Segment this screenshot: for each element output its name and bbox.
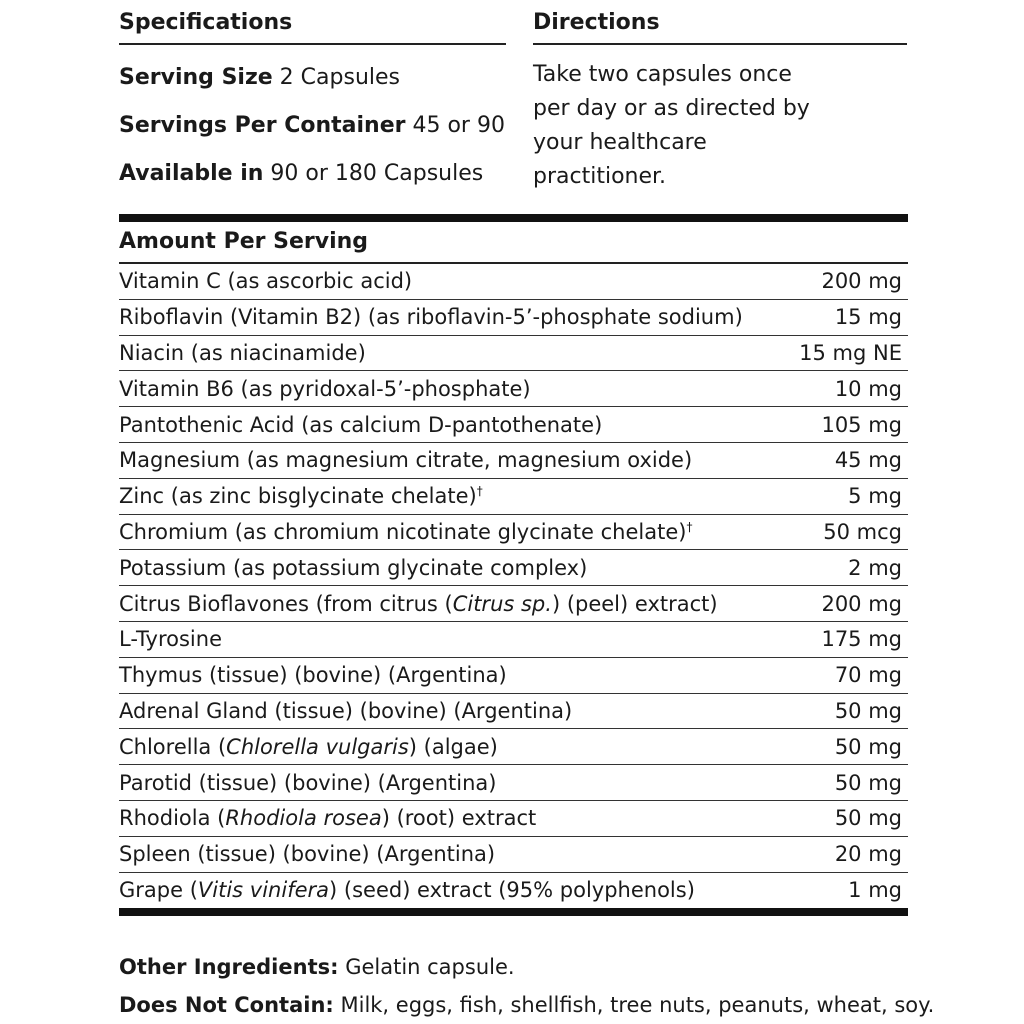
servings-per-container-row <box>119 111 506 141</box>
ingredient-sup: † <box>686 519 693 534</box>
ingredient-amount: 50 mg <box>834 806 902 831</box>
directions-section <box>533 8 907 194</box>
ingredient-row <box>119 586 908 622</box>
ingredient-name <box>119 377 531 401</box>
supplement-facts-table <box>119 214 908 916</box>
ingredient-amount: 20 mg <box>834 842 902 867</box>
does-not-contain-label: Does Not Contain: <box>119 993 334 1017</box>
ingredient-amount: 200 mg <box>821 591 902 616</box>
spec-label: Available in <box>119 161 264 186</box>
other-ingredients-line <box>119 948 1019 986</box>
ingredient-pre: Parotid (tissue) (bovine) (Argentina) <box>119 770 497 795</box>
ingredient-name <box>119 592 718 616</box>
ingredient-amount: 10 mg <box>834 376 902 401</box>
spec-value: 2 Capsules <box>272 65 400 90</box>
serving-size-row <box>119 63 506 93</box>
ingredient-row <box>119 658 908 694</box>
ingredient-row <box>119 622 908 658</box>
ingredient-pre: Vitamin C (as ascorbic acid) <box>119 269 413 294</box>
spec-label: Serving Size <box>119 65 273 90</box>
ingredient-pre: Chlorella ( <box>119 734 227 759</box>
ingredient-row <box>119 443 908 479</box>
directions-text: Take two capsules once per day or as directed by your healthcare practitioner. <box>533 62 810 189</box>
other-info <box>119 948 1019 1024</box>
spec-label: Servings Per Container <box>119 113 406 138</box>
ingredient-amount: 50 mcg <box>823 519 902 544</box>
ingredient-ital: Rhodiola rosea <box>225 806 382 831</box>
does-not-contain-line <box>119 986 1019 1024</box>
ingredient-row <box>119 837 908 873</box>
spec-value: 90 or 180 Capsules <box>263 161 484 186</box>
ingredient-row <box>119 407 908 443</box>
ingredient-amount: 50 mg <box>834 770 902 795</box>
available-in-row <box>119 159 506 189</box>
ingredient-name <box>119 771 496 795</box>
ingredient-row <box>119 694 908 730</box>
ingredient-name <box>119 413 602 437</box>
ingredient-amount: 2 mg <box>848 555 902 580</box>
ingredient-row <box>119 479 908 515</box>
spec-value: 45 or 90 <box>405 113 505 138</box>
ingredient-amount: 15 mg <box>834 305 902 330</box>
ingredient-name <box>119 806 536 830</box>
ingredient-post: ) (seed) extract (95% polyphenols) <box>329 878 695 903</box>
directions-heading: Directions <box>533 8 907 45</box>
ingredient-pre: Niacin (as niacinamide) <box>119 340 366 365</box>
specifications-section <box>119 8 506 189</box>
ingredient-pre: Adrenal Gland (tissue) (bovine) (Argentina) <box>119 698 573 723</box>
ingredient-amount: 105 mg <box>821 412 902 437</box>
ingredient-amount: 15 mg NE <box>799 340 902 365</box>
ingredient-pre: Rhodiola ( <box>119 806 226 831</box>
ingredient-post: ) (peel) extract) <box>551 591 718 616</box>
ingredient-row <box>119 873 908 909</box>
ingredient-pre: Citrus Bioflavones (from citrus ( <box>119 591 453 616</box>
ingredient-pre: L-Tyrosine <box>119 627 222 652</box>
ingredient-amount: 200 mg <box>821 269 902 294</box>
ingredient-row <box>119 801 908 837</box>
ingredient-pre: Chromium (as chromium nicotinate glycinate chelate) <box>119 519 687 544</box>
other-ingredients-label: Other Ingredients: <box>119 955 339 979</box>
ingredient-pre: Grape ( <box>119 878 198 903</box>
ingredient-row <box>119 515 908 551</box>
ingredient-row <box>119 765 908 801</box>
ingredient-ital: Vitis vinifera <box>197 878 330 903</box>
ingredient-row <box>119 729 908 765</box>
ingredient-pre: Thymus (tissue) (bovine) (Argentina) <box>119 663 507 688</box>
ingredient-amount: 175 mg <box>821 627 902 652</box>
ingredient-name <box>119 484 483 508</box>
specifications-heading: Specifications <box>119 8 506 45</box>
ingredient-row <box>119 336 908 372</box>
ingredient-name <box>119 305 743 329</box>
ingredient-name <box>119 627 222 651</box>
other-ingredients-value: Gelatin capsule. <box>338 955 515 979</box>
ingredient-row <box>119 300 908 336</box>
facts-rows <box>119 264 908 908</box>
ingredient-sup: † <box>476 484 483 499</box>
ingredient-name <box>119 699 572 723</box>
ingredient-name <box>119 735 498 759</box>
ingredient-name <box>119 556 587 580</box>
ingredient-amount: 50 mg <box>834 698 902 723</box>
ingredient-row <box>119 371 908 407</box>
ingredient-post: ) (root) extract <box>381 806 537 831</box>
ingredient-amount: 45 mg <box>834 448 902 473</box>
ingredient-pre: Vitamin B6 (as pyridoxal-5’-phosphate) <box>119 376 531 401</box>
ingredient-row <box>119 264 908 300</box>
ingredient-pre: Spleen (tissue) (bovine) (Argentina) <box>119 842 496 867</box>
ingredient-ital: Citrus sp. <box>452 591 552 616</box>
ingredient-name <box>119 878 695 902</box>
ingredient-amount: 5 mg <box>848 484 902 509</box>
ingredient-pre: Pantothenic Acid (as calcium D-pantothenate) <box>119 412 603 437</box>
ingredient-amount: 1 mg <box>848 878 902 903</box>
ingredient-ital: Chlorella vulgaris <box>226 734 409 759</box>
ingredient-name <box>119 842 495 866</box>
ingredient-pre: Riboflavin (Vitamin B2) (as riboflavin-5’-phosphate sodium) <box>119 305 743 330</box>
ingredient-name <box>119 520 692 544</box>
does-not-contain-value: Milk, eggs, fish, shellfish, tree nuts, peanuts, wheat, soy. <box>333 993 935 1017</box>
ingredient-name <box>119 269 412 293</box>
facts-bottom-rule <box>119 908 908 916</box>
ingredient-amount: 70 mg <box>834 663 902 688</box>
ingredient-pre: Potassium (as potassium glycinate complex) <box>119 555 588 580</box>
ingredient-amount: 50 mg <box>834 734 902 759</box>
ingredient-name <box>119 448 692 472</box>
ingredient-row <box>119 550 908 586</box>
ingredient-name <box>119 663 507 687</box>
amount-per-serving-header: Amount Per Serving <box>119 222 908 264</box>
ingredient-post: ) (algae) <box>408 734 498 759</box>
ingredient-name <box>119 341 366 365</box>
ingredient-pre: Magnesium (as magnesium citrate, magnesium oxide) <box>119 448 693 473</box>
ingredient-pre: Zinc (as zinc bisglycinate chelate) <box>119 484 477 509</box>
